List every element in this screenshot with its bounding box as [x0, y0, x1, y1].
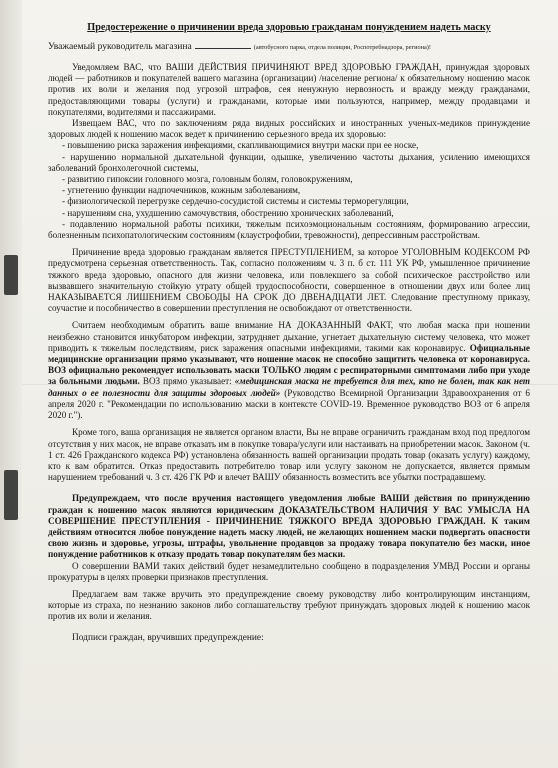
harm-list-item: - нарушениям сна, ухудшению самочувствия, обострению хронических заболеваний,: [62, 207, 394, 218]
address-label: Уважаемый руководитель магазина: [48, 41, 192, 52]
signatures-label: Подписи граждан, вручивших предупреждение:: [72, 632, 264, 643]
paragraph-warning: Предупреждаем, что после вручения настоящего уведомления любые ВАШИ действия по принуждению граждан к ношению масок являются юридическим ДОКАЗАТЕЛЬСТВОМ НАЛИЧИЯ У ВАС УМЫСЛА НА СОВЕРШЕНИЕ ПРЕСТУПЛЕНИЯ - ПРИЧИНЕНИЕ ТЯЖКОГО ВРЕДА ЗДОРОВЬЮ ГРАЖДАН. К таким действиям относится любое понуждение надеть маску людей, не желающих ношением маски подвергать опасности свою жизнь и здоровье, угрозы, штрафы, увольнение продавцов за продажу товара покупателю без маски, иное понуждение работников к отказу продать товар покупателям без маски.: [48, 493, 530, 560]
harm-list-item: - подавлению нормальной работы психики, тяжелым психоэмоциональным состояниям, формированию агрессии, болезненным психопатологическим состояниям (клаустрофобии, тревожности), депрессивным расстройствам.: [48, 218, 530, 241]
harm-list-item: - повышению риска заражения инфекциями, скапливающимися внутри маски при ее носке,: [62, 140, 419, 151]
paragraph-criminal-code: Причинение вреда здоровью гражданам является ПРЕСТУПЛЕНИЕМ, за которое УГОЛОВНЫМ КОДЕКСОМ РФ предусмотрена серьезная ответственность. Так, согласно положениям ч. 3 п. б ст. 111 УК РФ, умышленное причинение тяжкого вреда здоровью, опасного для жизни человека, или повлекшего за собой психическое расстройство или вызвавшего значительную стойкую утрату общей трудоспособности, совершенное в отношении двух или более лиц НАКАЗЫВАЕТСЯ ЛИШЕНИЕМ СВОБОДЫ НА СРОК ДО ДВЕНАДЦАТИ ЛЕТ. Следование преступному приказу, соучастие и пособничество в совершении преступления не освобождают от ответственности.: [48, 247, 530, 314]
harm-list-item: - угнетению функции надпочечников, кожным заболеваниям,: [62, 185, 301, 196]
address-line: [48, 41, 530, 52]
harm-list-item: - нарушению нормальной дыхательной функции, одышке, увеличению частоты дыхания, усилению имеющихся заболеваний бронхолегочной системы,: [48, 151, 530, 173]
fold-line: [22, 384, 558, 385]
address-blank: [195, 48, 251, 49]
punch-hole-mark: [4, 255, 18, 295]
address-note: (автобусного парка, отдела полиции, Роспотребнадзора, региона)!: [253, 44, 431, 51]
paragraph-who-official: Официальные медицинские организации прямо указывают, что ношение масок не способно защитить человека от коронавируса. ВОЗ официально рекомендует использовать маски ТОЛЬКО людям с респираторными симптомами либо при уходе за больными людьми.: [48, 342, 530, 387]
paragraph-scientists: Извещаем ВАС, что по заключениям ряда видных российских и иностранных ученых-медиков принуждение здоровых людей к ношению масок ведет к причинению серьезного вреда их здоровью:: [48, 118, 530, 140]
paragraph-who: [48, 320, 530, 421]
paragraph-who-says: ВОЗ прямо указывает:: [142, 376, 232, 387]
scanner-edge: [0, 0, 22, 768]
paragraph-forward: Предлагаем вам также вручить это предупреждение своему руководству либо контролирующим инстанциям, которые из страха, по незнанию законов либо соглашательству требуют принуждать здоровых людей к ношению масок против их воли и желания.: [48, 588, 530, 622]
paragraph-notice: Уведомляем ВАС, что ВАШИ ДЕЙСТВИЯ ПРИЧИНЯЮТ ВРЕД ЗДОРОВЬЮ ГРАЖДАН, принуждая здоровых людей — работников и покупателей вашего магазина (организации) /население региона/ к обязательному ношению масок против их воли и желания под угрозой штрафов, сея ненужную нервозность и вражду между гражданами, предоставляющими товары (услуги) и гражданами, которые ими пользуются, например, между продавцами и покупателями, водителями и пассажирами.: [48, 62, 530, 117]
paragraph-who-fact: Считаем необходимым обратить ваше внимание НА ДОКАЗАННЫЙ ФАКТ, что любая маска при ношении неизбежно становится инкубатором инфекции, затрудняет дыхание, угнетает дыхательную систему человека, что может приводить к тяжелым последствиям, риск заражения опасными инфекциями, такими как коронавирус.: [48, 320, 530, 353]
paragraph-who-quote: «медицинская маска не требуется для тех, кто не болен, так как нет данных о ее полезности для защиты здоровых людей»: [48, 376, 531, 398]
document-title: Предостережение о причинении вреда здоровью гражданам понуждением надеть маску: [87, 22, 491, 33]
harm-list-item: - развитию гипоксии головного мозга, головным болям, головокружениям,: [62, 174, 353, 185]
paragraph-who-source: (Руководство Всемирной Организации Здравоохранения от 6 апреля 2020 г. "Рекомендации по использованию маски в контексте COVID-19. Временное руководство ВОЗ от 6 апреля 2020 г.").: [48, 387, 530, 421]
harm-list-item: - физиологической перегрузке сердечно-сосудистой системы и системы терморегуляции,: [62, 196, 409, 207]
punch-hole-mark: [4, 470, 18, 520]
harm-list: [48, 140, 530, 241]
paragraph-civil-code: Кроме того, ваша организация не является органом власти, Вы не вправе ограничить гражданам вход под предлогом отсутствия у них масок, не вправе отказать им в покупке товара/услуги или настаивать на приобретении масок. Законом (ч. 1 ст. 426 Гражданского кодекса РФ) установлена обязанность вашей организации продать товар (оказать услугу) каждому, кто к вам обратится. Отказ предоставить потребителю товар или услугу законом не допускается, является прямым нарушением требований ч. 3 ст. 426 ГК РФ и влечет ВАШУ обязанность возместить все убытки пострадавшему.: [48, 427, 530, 483]
paragraph-report: О совершении ВАМИ таких действий будет незамедлительно сообщено в подразделения УМВД России и органы прокуратуры в целях проверки признаков преступления.: [48, 560, 530, 582]
